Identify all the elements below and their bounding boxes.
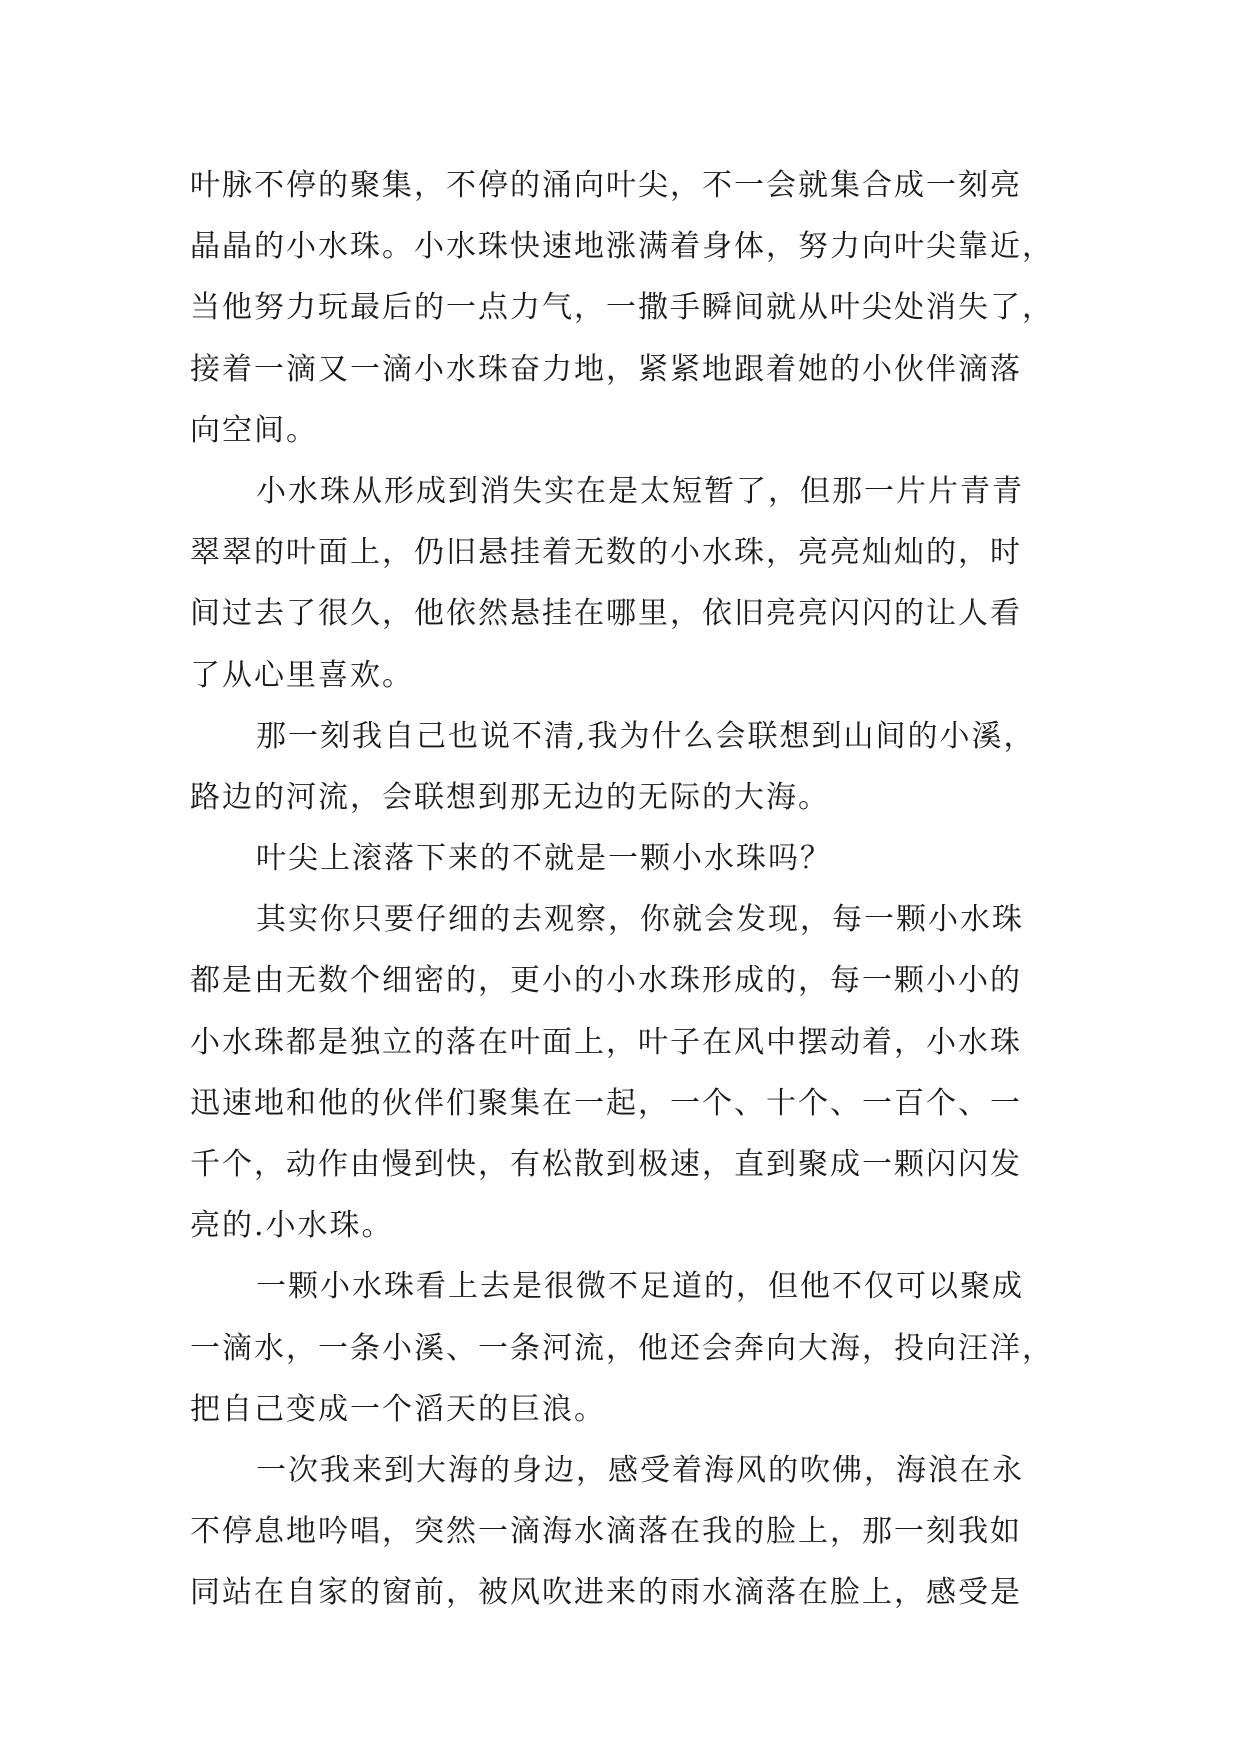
text-line: 向空间。 — [190, 412, 318, 448]
text-line: 翠翠的叶面上，仍旧悬挂着无数的小水珠，亮亮灿灿的，时 — [190, 535, 1022, 571]
text-line: 迅速地和他的伙伴们聚集在一起，一个、十个、一百个、一 — [190, 1085, 1022, 1121]
text-line: 间过去了很久，他依然悬挂在哪里，依旧亮亮闪闪的让人看 — [190, 596, 1022, 632]
paragraph-start-line: 叶尖上滚落下来的不就是一颗小水珠吗？ — [256, 841, 832, 877]
paragraph-start-line: 小水珠从形成到消失实在是太短暂了，但那一片片青青 — [256, 473, 1024, 509]
text-line: 同站在自家的窗前，被风吹进来的雨水滴落在脸上，感受是 — [190, 1575, 1022, 1611]
text-line: 不停息地吟唱，突然一滴海水滴落在我的脸上，那一刻我如 — [190, 1514, 1022, 1550]
text-line: 都是由无数个细密的，更小的小水珠形成的，每一颗小小的 — [190, 963, 1022, 999]
text-line: 接着一滴又一滴小水珠奋力地，紧紧地跟着她的小伙伴滴落 — [190, 351, 1022, 387]
paragraph-start-line: 那一刻我自己也说不清,我为什么会联想到山间的小溪， — [256, 718, 1036, 754]
text-line: 亮的.小水珠。 — [190, 1208, 394, 1244]
text-line: 小水珠都是独立的落在叶面上，叶子在风中摆动着，小水珠 — [190, 1024, 1022, 1060]
paragraph-start-line: 一颗小水珠看上去是很微不足道的，但他不仅可以聚成 — [256, 1269, 1024, 1305]
text-line: 了从心里喜欢。 — [190, 657, 414, 693]
text-line: 晶晶的小水珠。小水珠快速地涨满着身体，努力向叶尖靠近， — [190, 229, 1054, 265]
text-line: 把自己变成一个滔天的巨浪。 — [190, 1391, 606, 1427]
text-line: 当他努力玩最后的一点力气，一撒手瞬间就从叶尖处消失了， — [190, 290, 1054, 326]
text-line: 路边的河流，会联想到那无边的无际的大海。 — [190, 779, 830, 815]
paragraph-start-line: 一次我来到大海的身边，感受着海风的吹佛，海浪在永 — [256, 1452, 1024, 1488]
text-line: 叶脉不停的聚集，不停的涌向叶尖，不一会就集合成一刻亮 — [190, 168, 1022, 203]
text-line: 一滴水，一条小溪、一条河流，他还会奔向大海，投向汪洋， — [190, 1330, 1054, 1366]
body-text — [190, 155, 1070, 1624]
paragraph-start-line: 其实你只要仔细的去观察，你就会发现，每一颗小水珠 — [256, 902, 1024, 938]
text-line: 千个，动作由慢到快，有松散到极速，直到聚成一颗闪闪发 — [190, 1147, 1022, 1182]
